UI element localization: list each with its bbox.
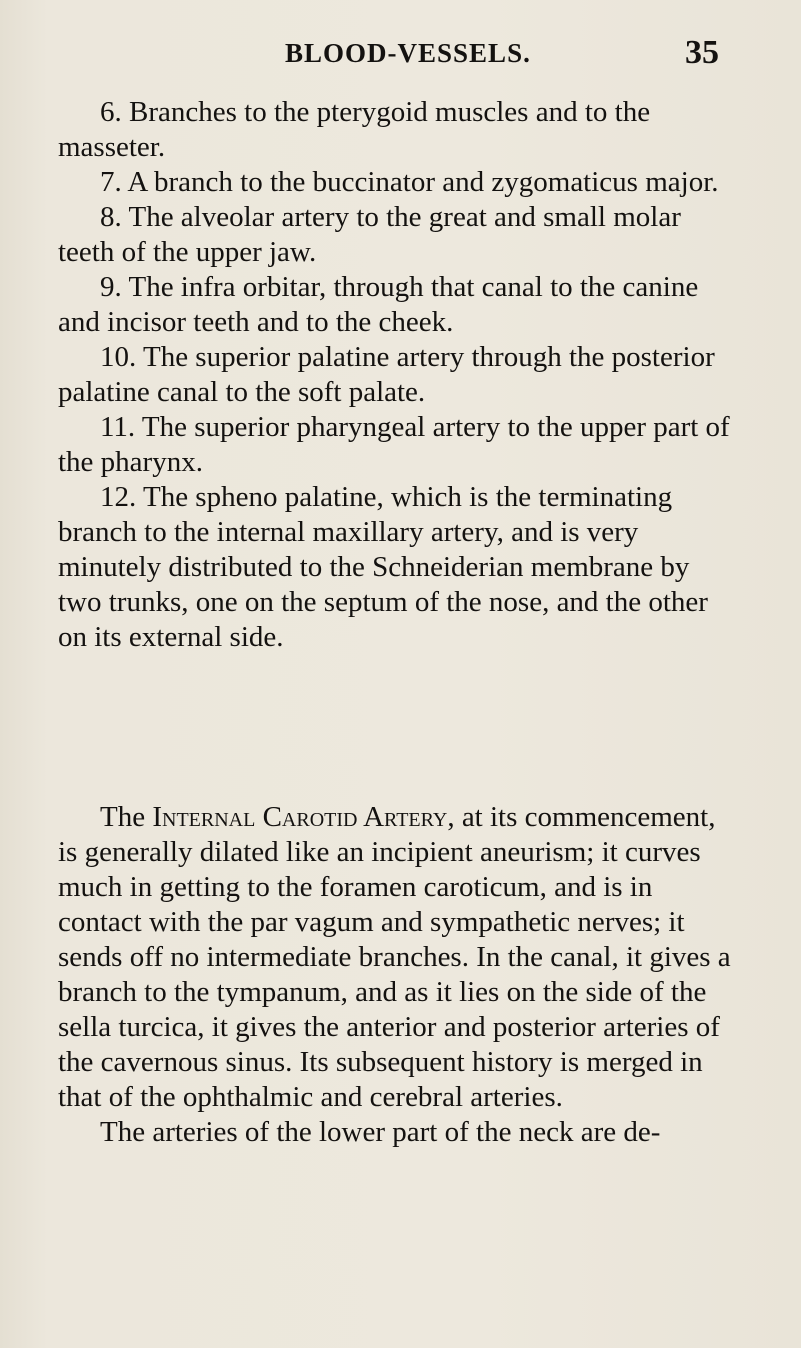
list-item: 7. A branch to the buccinator and zygomaticus major.	[100, 166, 719, 198]
paragraph-lower-neck: The arteries of the lower part of the neck are de-	[100, 1116, 661, 1148]
list-item: 12. The spheno palatine, which is the terminating branch to the internal maxillary artery, and is very minutely distributed to the Schneiderian membrane by two trunks, one on the septum of the nose, and the other on its external side.	[58, 481, 708, 653]
paragraph-lead: The	[100, 801, 153, 833]
page-number: 35	[685, 34, 719, 71]
running-title: BLOOD-VESSELS.	[285, 38, 531, 68]
section-heading-internal-carotid: Internal Carotid Artery	[152, 801, 448, 833]
list-item: 8. The alveolar artery to the great and small molar teeth of the upper jaw.	[58, 201, 681, 268]
paragraph-text: , at its commencement, is generally dilated like an incipient aneurism; it curves much in getting to the foramen caroticum, and is in contact with the par vagum and sympathetic nerves; it sends off no intermediate branches. In the canal, it gives a branch to the tympanum, and as it lies on the side of the sella turcica, it gives the anterior and posterior arteries of the cavernous sinus. Its subsequent history is merged in that of the ophthalmic and cerebral arteries.	[58, 801, 731, 1113]
list-item: 6. Branches to the pterygoid muscles and to the masseter.	[58, 96, 651, 163]
list-item: 10. The superior palatine artery through the posterior palatine canal to the soft palate.	[58, 341, 715, 408]
paragraph-internal-carotid	[58, 800, 740, 1115]
list-item: 9. The infra orbitar, through that canal to the canine and incisor teeth and to the cheek.	[58, 271, 699, 338]
body-text	[58, 800, 740, 1150]
branch-list	[58, 95, 740, 655]
list-item: 11. The superior pharyngeal artery to the upper part of the pharynx.	[58, 411, 730, 478]
